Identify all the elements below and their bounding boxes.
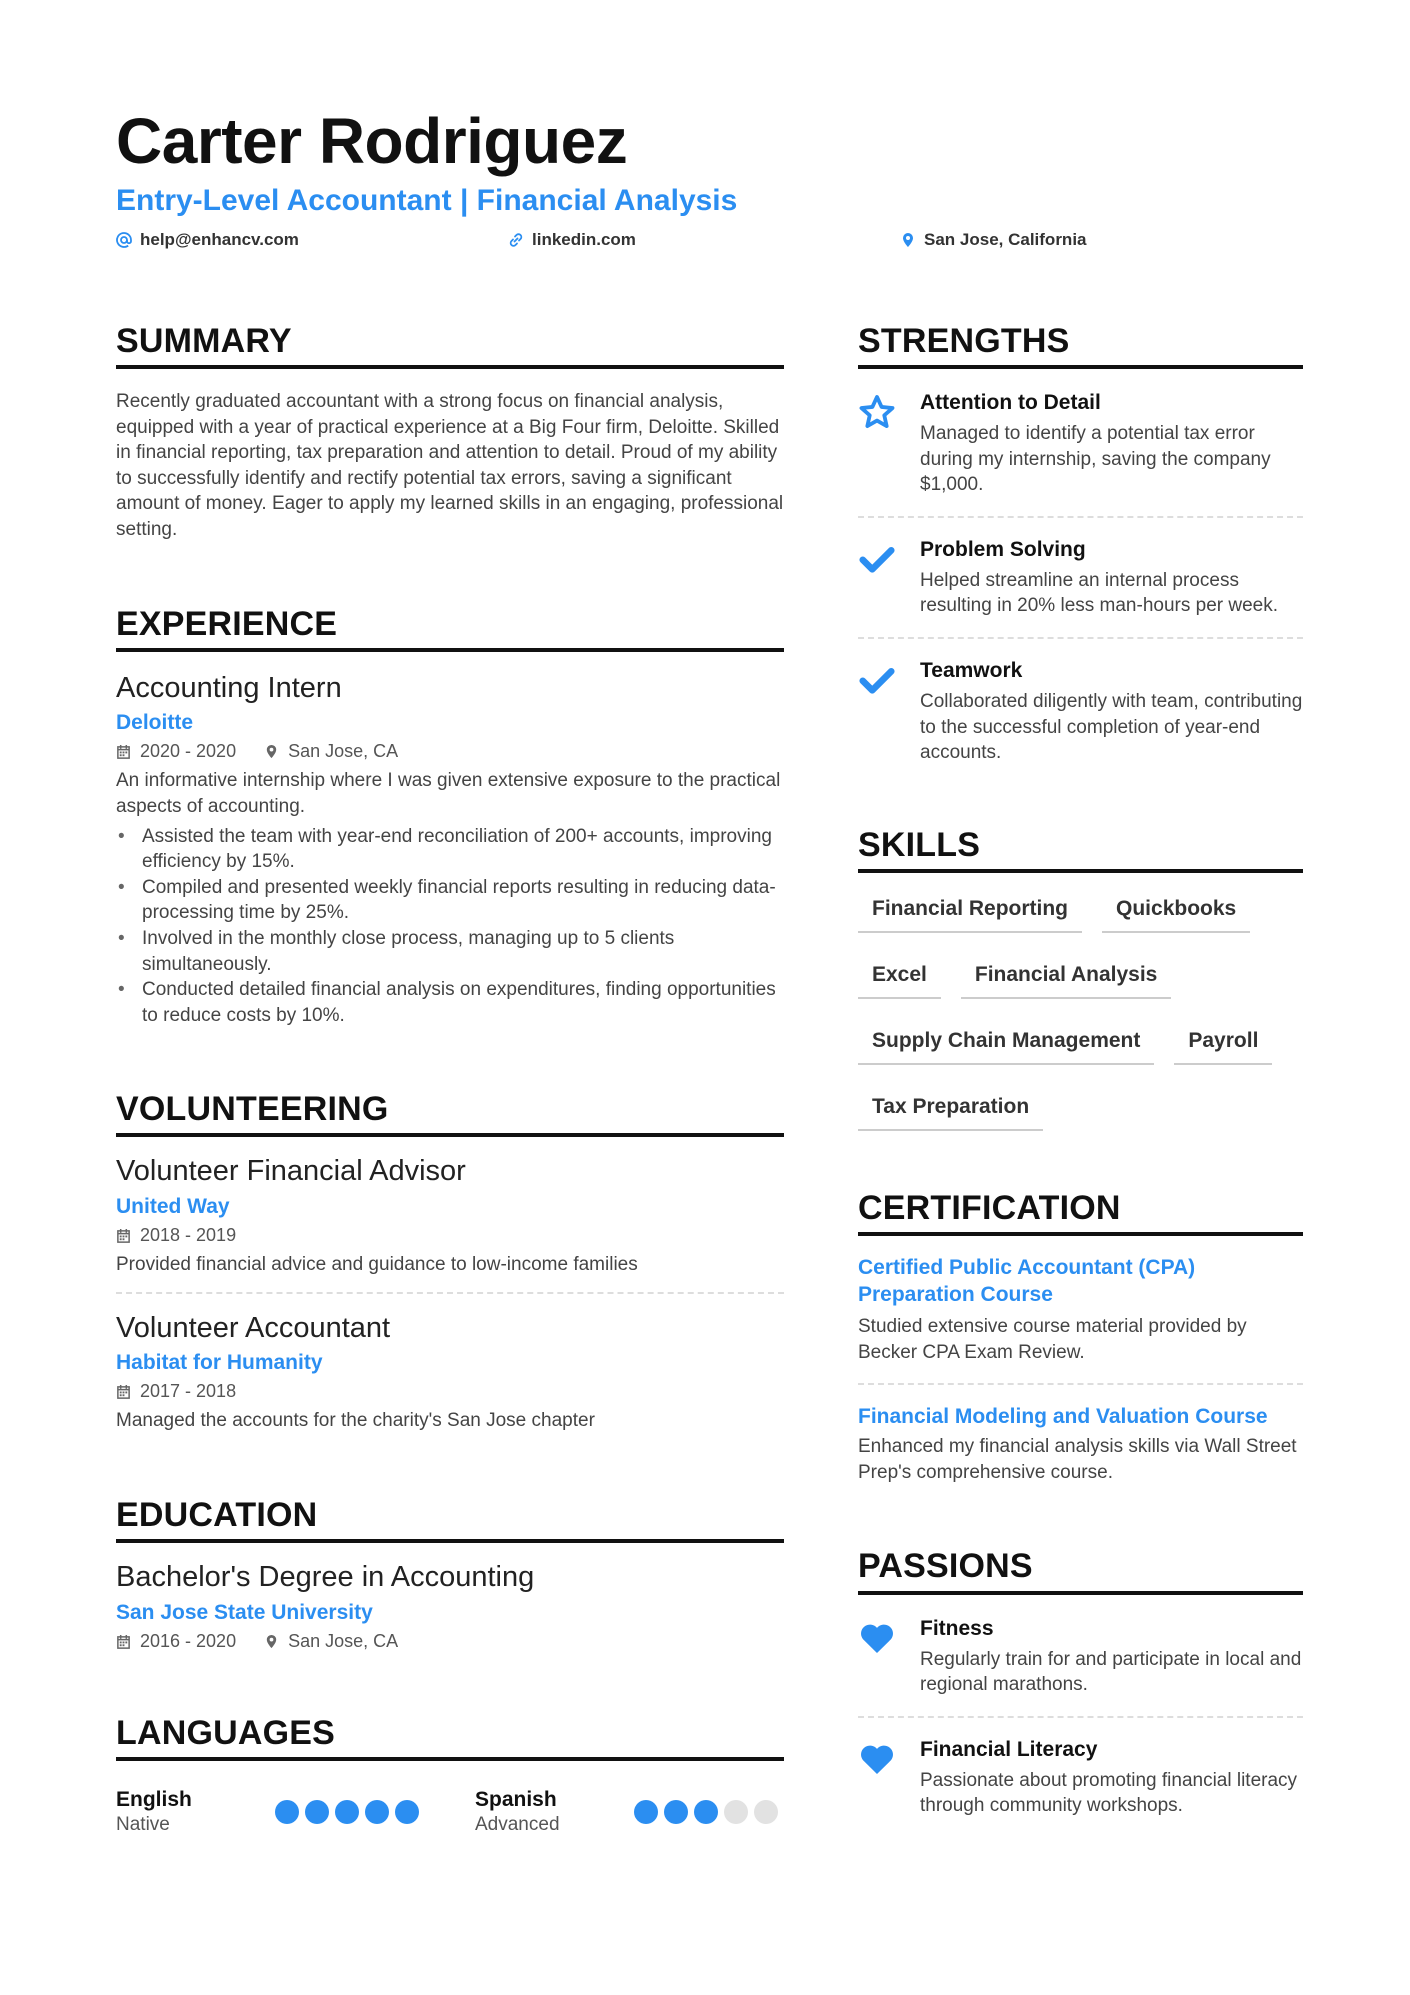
candidate-name: Carter Rodriguez — [116, 105, 628, 177]
rating-dot-empty — [754, 1800, 778, 1824]
rating-dot-filled — [305, 1800, 329, 1824]
certification-text: Enhanced my financial analysis skills via Wall Street Prep's comprehensive course. — [858, 1436, 1297, 1483]
skill-tag: Financial Reporting — [858, 887, 1082, 933]
languages-title: LANGUAGES — [116, 1714, 784, 1761]
location-text: San Jose, California — [924, 230, 1087, 249]
rating-dot-filled — [395, 1800, 419, 1824]
bullet-item: • Compiled and presented weekly financial reports resulting in reducing data-processing time by 25%. — [116, 875, 784, 926]
volunteering-dates: 2017 - 2018 — [140, 1381, 237, 1402]
language-name: English — [116, 1787, 192, 1811]
strength-title: Problem Solving — [920, 537, 1086, 561]
skill-tag: Supply Chain Management — [858, 1019, 1154, 1065]
volunteering-org: United Way — [116, 1195, 230, 1219]
contact-location — [900, 230, 1087, 250]
certification-section — [858, 1189, 1303, 1485]
certification-item — [858, 1403, 1303, 1485]
check-icon — [858, 661, 896, 699]
passions-section — [858, 1547, 1303, 1818]
calendar-icon — [116, 1228, 131, 1243]
location-pin-icon — [264, 1634, 279, 1649]
experience-description: An informative internship where I was given extensive exposure to the practical aspects of accounting. — [116, 770, 781, 818]
summary-title: SUMMARY — [116, 322, 784, 369]
right-column — [858, 322, 1303, 1819]
rating-dot-filled — [275, 1800, 299, 1824]
calendar-icon — [116, 744, 131, 759]
rating-dot-filled — [664, 1800, 688, 1824]
contact-email[interactable] — [116, 230, 299, 250]
heart-icon — [858, 1740, 896, 1778]
certification-title: CERTIFICATION — [858, 1189, 1303, 1236]
language-level: Advanced — [475, 1813, 560, 1835]
strength-text: Collaborated diligently with team, contributing to the successful completion of year-end accounts. — [920, 691, 1303, 764]
volunteering-title: VOLUNTEERING — [116, 1090, 784, 1137]
divider — [858, 1383, 1303, 1385]
certification-item — [858, 1254, 1303, 1383]
passion-title: Fitness — [920, 1616, 994, 1640]
location-pin-icon — [264, 744, 279, 759]
strength-title: Teamwork — [920, 659, 1023, 683]
experience-role: Accounting Intern — [116, 671, 342, 704]
education-section — [116, 1496, 784, 1652]
experience-section — [116, 605, 784, 1029]
bullet-item: • Involved in the monthly close process, managing up to 5 clients simultaneously. — [116, 926, 784, 977]
skills-title: SKILLS — [858, 826, 1303, 873]
rating-dot-empty — [724, 1800, 748, 1824]
volunteering-meta — [116, 1381, 784, 1402]
experience-location: San Jose, CA — [288, 741, 399, 762]
skills-section — [858, 826, 1303, 1151]
rating-dot-filled — [365, 1800, 389, 1824]
volunteering-section — [116, 1090, 784, 1434]
passion-text: Regularly train for and participate in local and regional marathons. — [920, 1648, 1302, 1696]
divider — [858, 1716, 1303, 1718]
education-location: San Jose, CA — [288, 1630, 399, 1651]
summary-section — [116, 322, 784, 543]
volunteering-org: Habitat for Humanity — [116, 1351, 323, 1375]
rating-dot-filled — [634, 1800, 658, 1824]
strength-title: Attention to Detail — [920, 391, 1101, 415]
language-rating — [275, 1800, 419, 1824]
divider — [858, 637, 1303, 639]
skill-tag: Quickbooks — [1102, 887, 1250, 933]
languages-section — [116, 1713, 784, 1835]
volunteering-meta — [116, 1225, 784, 1246]
strength-item — [858, 538, 1303, 637]
education-entry — [116, 1559, 784, 1652]
passion-text: Passionate about promoting financial literacy through community workshops. — [920, 1769, 1298, 1817]
passion-item — [858, 1738, 1303, 1819]
experience-entry — [116, 670, 784, 1029]
passions-title: PASSIONS — [858, 1547, 1303, 1594]
volunteering-entry — [116, 1153, 784, 1291]
certification-name: Financial Modeling and Valuation Course — [858, 1405, 1268, 1429]
strength-item — [858, 659, 1303, 766]
bullet-item: • Conducted detailed financial analysis on expenditures, finding opportunities to reduce costs by 10%. — [116, 977, 784, 1028]
strength-text: Helped streamline an internal process resulting in 20% less man-hours per week. — [920, 569, 1279, 617]
at-icon — [116, 232, 132, 248]
candidate-role: Entry-Level Accountant | Financial Analysis — [116, 184, 738, 217]
strengths-title: STRENGTHS — [858, 322, 1303, 369]
volunteering-entry — [116, 1310, 784, 1434]
passion-item — [858, 1617, 1303, 1716]
calendar-icon — [116, 1384, 131, 1399]
location-pin-icon — [900, 232, 916, 248]
bullet-item: • Assisted the team with year-end reconciliation of 200+ accounts, improving efficiency by 15%. — [116, 824, 784, 875]
experience-org: Deloitte — [116, 711, 194, 735]
volunteering-role: Volunteer Financial Advisor — [116, 1155, 466, 1188]
language-item — [116, 1788, 192, 1836]
skill-tag: Financial Analysis — [961, 953, 1171, 999]
skill-tag: Payroll — [1174, 1019, 1272, 1065]
language-level: Native — [116, 1813, 170, 1835]
experience-dates: 2020 - 2020 — [140, 741, 237, 762]
experience-meta — [116, 741, 784, 762]
language-rating — [634, 1800, 778, 1824]
education-title: EDUCATION — [116, 1496, 784, 1543]
volunteering-description: Managed the accounts for the charity's San Jose chapter — [116, 1410, 595, 1432]
check-icon — [858, 540, 896, 578]
passion-title: Financial Literacy — [920, 1737, 1098, 1761]
divider — [116, 1292, 784, 1294]
certification-text: Studied extensive course material provided by Becker CPA Exam Review. — [858, 1316, 1247, 1363]
linkedin-text: linkedin.com — [532, 230, 636, 249]
strength-text: Managed to identify a potential tax error during my internship, saving the company $1,000. — [920, 423, 1271, 496]
education-meta — [116, 1631, 784, 1652]
divider — [858, 516, 1303, 518]
star-icon — [858, 393, 896, 431]
experience-title: EXPERIENCE — [116, 605, 784, 652]
calendar-icon — [116, 1634, 131, 1649]
education-dates: 2016 - 2020 — [140, 1630, 237, 1651]
language-name: Spanish — [475, 1787, 557, 1811]
education-school: San Jose State University — [116, 1600, 373, 1624]
link-icon — [508, 232, 524, 248]
strength-item — [858, 391, 1303, 516]
certification-name: Certified Public Accountant (CPA) Preparation Course — [858, 1256, 1196, 1307]
left-column — [116, 322, 784, 1835]
volunteering-role: Volunteer Accountant — [116, 1311, 391, 1344]
skill-tag: Tax Preparation — [858, 1085, 1043, 1131]
volunteering-dates: 2018 - 2019 — [140, 1225, 237, 1246]
contact-linkedin[interactable] — [508, 230, 636, 250]
rating-dot-filled — [335, 1800, 359, 1824]
strengths-section — [858, 322, 1303, 766]
volunteering-description: Provided financial advice and guidance to low-income families — [116, 1254, 638, 1276]
heart-icon — [858, 1619, 896, 1657]
summary-text: Recently graduated accountant with a strong focus on financial analysis, equipped with a year of practical experience at a Big Four firm, Deloitte. Skilled in financial reporting, tax preparation and attention to detail. Proud of my ability to successfully identify and rectify potential tax errors, saving a significant amount of money. Eager to apply my learned skills in an engaging, professional setting. — [116, 391, 784, 541]
skill-tag: Excel — [858, 953, 941, 999]
experience-bullets — [116, 824, 784, 1029]
education-degree: Bachelor's Degree in Accounting — [116, 1561, 535, 1594]
language-item — [475, 1788, 560, 1836]
rating-dot-filled — [694, 1800, 718, 1824]
skills-list — [858, 887, 1303, 1151]
email-text: help@enhancv.com — [140, 230, 299, 249]
